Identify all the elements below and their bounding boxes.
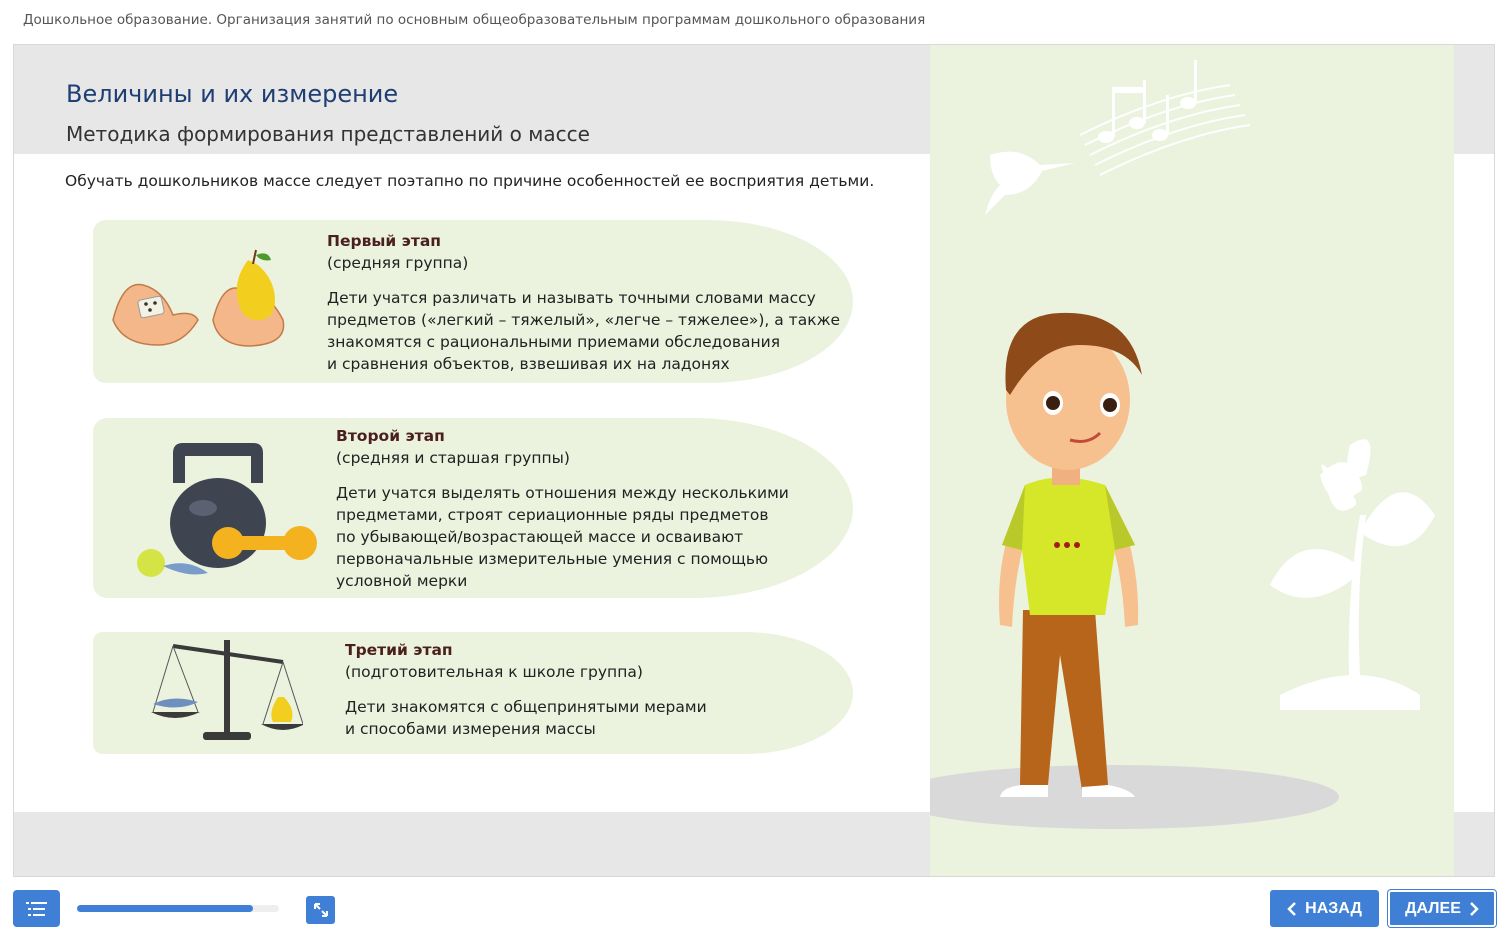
plant-icon <box>1270 439 1435 710</box>
progress-bar[interactable] <box>77 905 279 912</box>
stage-1-title: Первый этап <box>327 232 442 250</box>
progress-fill <box>77 905 253 912</box>
kettlebell-dumbbell-icon <box>103 418 333 598</box>
player-controls <box>0 877 1508 937</box>
boy-illustration <box>930 45 1454 877</box>
outline-menu-button[interactable] <box>13 890 60 927</box>
expand-icon <box>313 902 329 918</box>
stage-card-2 <box>93 418 853 598</box>
fullscreen-button[interactable] <box>306 896 335 924</box>
stage-2-description: Дети учатся выделять отношения между несколькими предметами, строят сериационные ряды предметов по убывающей/возрастающей массе и осваивают первоначальные измерительные умения с помощью условной мерки <box>336 484 789 590</box>
music-notes-icon <box>1080 85 1250 175</box>
stage-1-text <box>327 230 840 375</box>
course-title: Дошкольное образование. Организация занятий по основным общеобразовательным программам дошкольного образования <box>23 12 926 28</box>
back-button[interactable] <box>1270 890 1379 927</box>
chevron-right-icon <box>1469 902 1479 916</box>
stage-2-text <box>336 425 789 592</box>
next-button[interactable] <box>1388 890 1496 927</box>
slide <box>13 44 1495 877</box>
chevron-left-icon <box>1287 902 1297 916</box>
hands-weighing-icon <box>103 220 303 383</box>
slide-title: Величины и их измерение <box>66 80 399 108</box>
stage-1-group: (средняя группа) <box>327 254 469 272</box>
stage-card-3 <box>93 632 853 754</box>
stage-2-group: (средняя и старшая группы) <box>336 449 570 467</box>
stage-3-group: (подготовительная к школе группа) <box>345 663 643 681</box>
stage-3-text <box>345 639 707 740</box>
stage-3-description: Дети знакомятся с общепринятыми мерами и способами измерения массы <box>345 698 707 738</box>
illustration-panel <box>930 45 1454 877</box>
stage-3-title: Третий этап <box>345 641 453 659</box>
slide-subtitle: Методика формирования представлений о массе <box>66 122 590 146</box>
balance-scale-icon <box>103 632 303 754</box>
stage-card-1 <box>93 220 853 383</box>
list-icon <box>26 901 48 917</box>
stage-1-description: Дети учатся различать и называть точными словами массу предметов («легкий – тяжелый», «легче – тяжелее»), а также знакомятся с рациональными приемами обследования и сравнения объектов, взвешивая их на ладонях <box>327 289 841 373</box>
stage-2-title: Второй этап <box>336 427 445 445</box>
hummingbird-icon <box>985 152 1075 215</box>
intro-text: Обучать дошкольников массе следует поэтапно по причине особенностей ее восприятия детьми. <box>65 172 875 190</box>
back-label: НАЗАД <box>1305 899 1362 917</box>
next-label: ДАЛЕЕ <box>1405 899 1461 917</box>
